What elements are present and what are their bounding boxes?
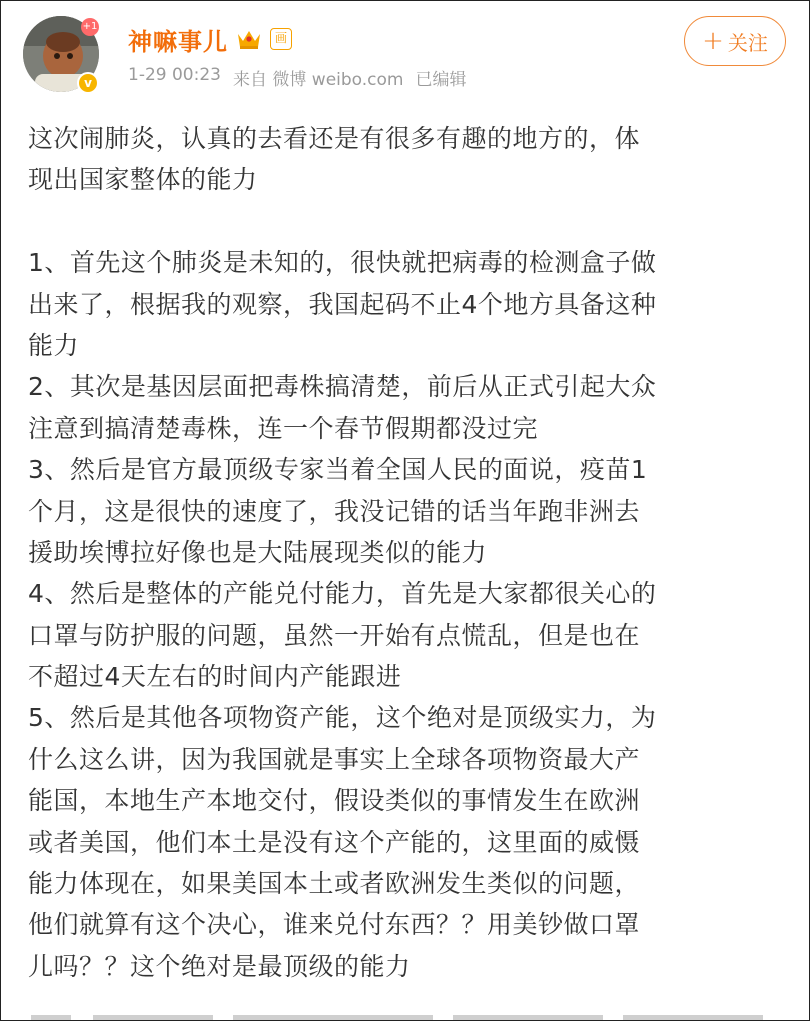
- post-body: [28, 118, 793, 987]
- post-body-line: 口罩与防护服的问题，虽然一开始有点慌乱，但是也在: [28, 620, 641, 650]
- post-body-line: 3、然后是官方最顶级专家当着全国人民的面说，疫苗1: [28, 455, 648, 485]
- post-body-line: 他们就算有这个决心，谁来兑付东西？？用美钞做口罩: [28, 910, 641, 940]
- post-body-line: 出来了，根据我的观察，我国起码不止4个地方具备这种: [28, 289, 657, 319]
- post-body-line: 或者美国，他们本土是没有这个产能的，这里面的威慑: [28, 827, 641, 857]
- post-body-line: 现出国家整体的能力: [28, 165, 258, 195]
- notification-badge: +1: [81, 18, 99, 36]
- plus-icon: +: [702, 26, 724, 56]
- truncated-next-line: [23, 1005, 783, 1021]
- follow-button[interactable]: [684, 16, 786, 66]
- post-body-line: 个月，这是很快的速度了，我没记错的话当年跑非洲去: [28, 496, 641, 526]
- post-body-line: 不超过4天左右的时间内产能跟进: [28, 662, 402, 692]
- author-name[interactable]: 神嘛事儿: [128, 27, 228, 56]
- post-body-line: 4、然后是整体的产能兑付能力，首先是大家都很关心的: [28, 579, 657, 609]
- verified-icon: v: [77, 72, 99, 94]
- post-body-line: 能力: [28, 330, 80, 360]
- author-row: [128, 21, 292, 57]
- post-source: 来自 微博 weibo.com: [232, 70, 404, 90]
- level-icon[interactable]: 画: [270, 28, 292, 50]
- edited-label[interactable]: 已编辑: [415, 70, 467, 90]
- post-timestamp: 1-29 00:23: [128, 65, 221, 85]
- post-body-line: 儿吗？？这个绝对是最顶级的能力: [28, 951, 411, 981]
- follow-label: 关注: [727, 30, 768, 55]
- post-body-line: 1、首先这个肺炎是未知的，很快就把病毒的检测盒子做: [28, 248, 657, 278]
- post-header: [1, 1, 809, 109]
- post-body-line: 什么这么讲，因为我国就是事实上全球各项物资最大产: [28, 744, 641, 774]
- post-meta: [128, 65, 466, 90]
- post-body-line: [28, 201, 793, 242]
- post-body-line: 能力体现在，如果美国本土或者欧洲发生类似的问题，: [28, 869, 641, 899]
- post-body-line: 注意到搞清楚毒株，连一个春节假期都没过完: [28, 413, 539, 443]
- post-body-line: 援助埃博拉好像也是大陆展现类似的能力: [28, 537, 488, 567]
- post-body-line: 2、其次是基因层面把毒株搞清楚，前后从正式引起大众: [28, 372, 657, 402]
- post-body-line: 5、然后是其他各项物资产能，这个绝对是顶级实力，为: [28, 703, 657, 733]
- author-avatar-container[interactable]: [23, 16, 101, 94]
- post-body-line: 这次闹肺炎，认真的去看还是有很多有趣的地方的，体: [28, 124, 641, 153]
- post-body-line: 能国，本地生产本地交付，假设类似的事情发生在欧洲: [28, 786, 641, 816]
- crown-icon[interactable]: [236, 28, 262, 50]
